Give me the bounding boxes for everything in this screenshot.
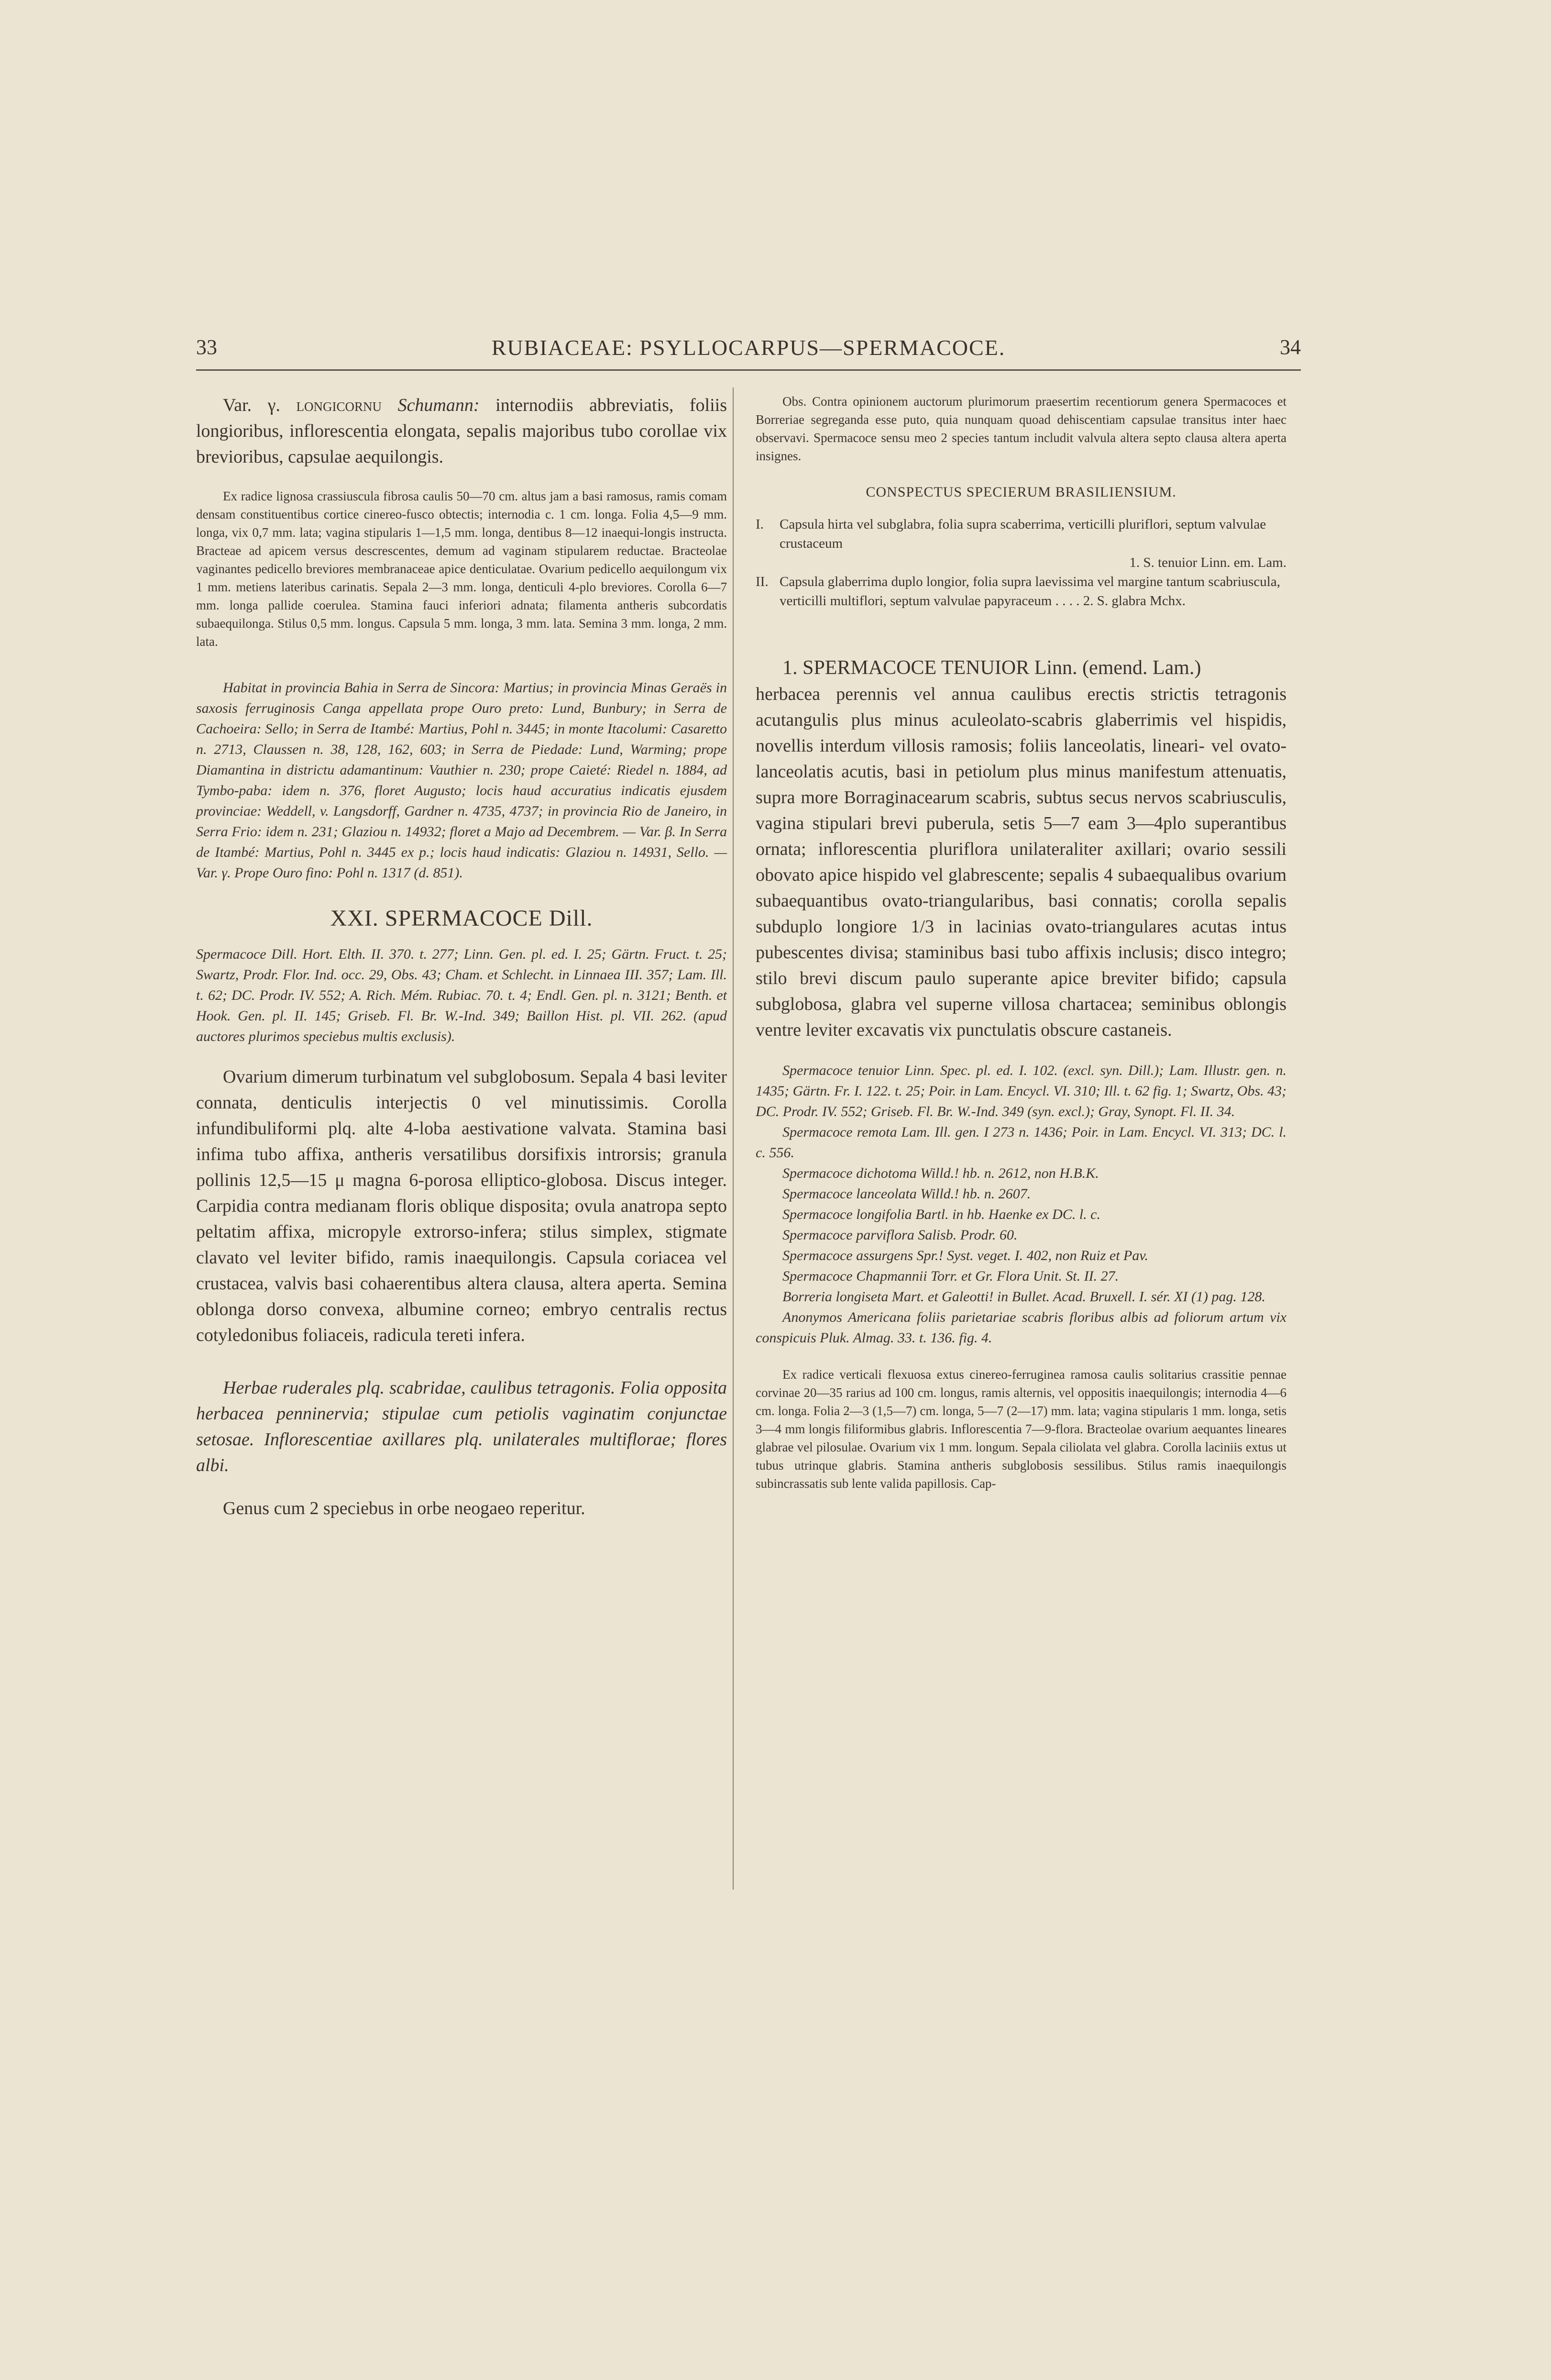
synonym-3: Spermacoce dichotoma Willd.! hb. n. 2612, non H.B.K. — [782, 1165, 1099, 1181]
synonym-1: Spermacoce tenuior Linn. Spec. pl. ed. I. 102. (excl. syn. Dill.); Lam. Illustr. gen. n. 1435; Gärtn. Fr. I. 122. t. 25; Poir. in Lam. Encycl. VI. 310; Ill. t. 62 fig. 1; Swartz, Obs. 43; DC. Prodr. IV. 552; Griseb. Fl. Br. W.-Ind. 349 (syn. excl.); Gray, Synopt. Fl. II. 34. — [756, 1063, 1287, 1119]
page-number-left: 33 — [196, 335, 217, 359]
genus-synonymy: Spermacoce Dill. Hort. Elth. II. 370. t. 277; Linn. Gen. pl. ed. I. 25; Gärtn. Fruct. t. 25; Swartz, Prodr. Flor. Ind. occ. 29, Obs. 43; Cham. et Schlecht. in Linnaea III. 357; Lam. Ill. t. 62; DC. Prodr. IV. 552; A. Rich. Mém. Rubiac. 70. t. 4; Endl. Gen. pl. n. 3121; Benth. et Hook. Gen. pl. II. 145; Griseb. Fl. Br. W.-Ind. 349; Baillon Hist. pl. VII. 262. (apud auctores plurimos speciebus multis exclusis). — [196, 946, 727, 1044]
header-rule — [196, 369, 1301, 371]
synonym-2: Spermacoce remota Lam. Ill. gen. I 273 n. 1436; Poir. in Lam. Encycl. VI. 313; DC. l. c. 556. — [756, 1124, 1287, 1161]
synonym-7: Spermacoce assurgens Spr.! Syst. veget. I. 402, non Ruiz et Pav. — [782, 1248, 1148, 1263]
species-title: 1. SPERMACOCE TENUIOR Linn. (emend. Lam.) — [782, 657, 1201, 679]
right-column — [756, 392, 1287, 1493]
page-header — [196, 335, 1301, 368]
column-divider — [733, 387, 734, 1890]
synonym-9: Borreria longiseta Mart. et Galeotti! in Bullet. Acad. Bruxell. I. sér. XI (1) pag. 128. — [782, 1289, 1265, 1305]
species-detail-description: Ex radice verticali flexuosa extus cinereo-ferruginea ramosa caulis solitarius crassitie pennae corvinae 20—35 rarius ad 100 cm. longus, ramis alternis, vel oppositis inaequilongis; internodia 4—6 cm. longa. Folia 2—3 (1,5—7) cm. longa, 5—7 (2—17) mm. lata; vagina stipularis 1 mm. longa, setis 3—4 mm longis filiformibus glabris. Inflorescentia 7—9-flora. Bracteolae ovarium aequantes lineares glabrae vel pilosulae. Ovarium vix 1 mm. longum. Sepala ciliolata vel glabra. Corolla laciniis extus ut tubus utrinque glabris. Stamina antheris subglobosis sessilibus. Stilus ramis inaequilongis subincrassatis sub lente valida papillosis. Cap- — [756, 1367, 1287, 1491]
synonym-5: Spermacoce longifolia Bartl. in hb. Haenke ex DC. l. c. — [782, 1207, 1100, 1222]
synonym-10: Anonymos Americana foliis parietariae scabris floribus albis ad foliorum artum vix conspicuis Pluk. Almag. 33. t. 136. fig. 4. — [756, 1309, 1287, 1346]
left-column — [196, 392, 727, 1521]
variety-description: Ex radice lignosa crassiuscula fibrosa caulis 50—70 cm. altus jam a basi ramosus, ramis comam densam constituentibus cortice cinereo-fusco obtectis; internodia c. 1 cm. longa. Folia 4,5—9 mm. longa, vix 0,7 mm. lata; vagina stipularis 1—1,5 mm. longa, dentibus 8—12 inaequi-longis instructa. Bracteae ad apicem versus descrescentes, demum ad vaginam stipularem reductae. Bracteolae vaginantes pedicello breviores membranaceae apice denticulatae. Ovarium pedicello aequilongum vix 1 mm. metiens lateribus carinatis. Sepala 2—3 mm. longa, denticuli 4-plo breviores. Corolla 6—7 mm. longa pallide coerulea. Stamina fauci inferiori adnata; filamenta antheris subcordatis subaequilonga. Stilus 0,5 mm. longus. Capsula 5 mm. longa, 3 mm. lata. Semina 3 mm. longa, 2 mm. lata. — [196, 489, 727, 649]
genus-distribution: Genus cum 2 speciebus in orbe neogaeo reperitur. — [223, 1498, 585, 1518]
genus-description: Ovarium dimerum turbinatum vel subglobosum. Sepala 4 basi leviter connata, denticulis interjectis 0 vel minutissimis. Corolla infundibuliformi plq. alte 4-loba aestivatione valvata. Stamina basi infima tubo affixa, antheris versatilibus dorsifixis introrsis; granula pollinis 12,5—15 μ magna 6-porosa elliptico-globosa. Discus integer. Carpidia contra medianam floris oblique disposita; ovula anatropa septo peltatim affixa, micropyle extrorso-infera; stilus simplex, stigmate clavato vel leviter bifido, ramis inaequilongis. Capsula coriacea vel crustacea, valvis basi cohaerentibus altera clausa, altera aperta. Semina oblonga dorso convexa, albumine corneo; embryo centralis rectus cotyledonibus foliaceis, radicula tereti infera. — [196, 1067, 727, 1345]
running-title: RUBIACEAE: PSYLLOCARPUS—SPERMACOCE. — [491, 335, 1006, 360]
genus-title: XXI. SPERMACOCE Dill. — [330, 906, 593, 931]
herbae-paragraph: Herbae ruderales plq. scabridae, caulibus tetragonis. Folia opposita herbacea penninervia; stipulae cum petiolis vaginatim conjunctae setosae. Inflorescentiae axillares plq. unilaterales multiflorae; flores albi. — [196, 1378, 727, 1475]
variety-gamma: Var. γ. longicornu Schumann: internodiis abbreviatis, foliis longioribus, inflorescentia elongata, sepalis majoribus tubo corollae vix brevioribus, capsulae aequilongis. — [196, 395, 727, 467]
synonym-4: Spermacoce lanceolata Willd.! hb. n. 2607. — [782, 1186, 1031, 1202]
synonym-6: Spermacoce parviflora Salisb. Prodr. 60. — [782, 1227, 1018, 1243]
species-description: herbacea perennis vel annua caulibus erectis strictis tetragonis acutangulis plus minus aculeolato-scabris glaberrimis vel hispidis, novellis interdum villosis ramosis; foliis lanceolatis, lineari- vel ovato-lanceolatis acutis, basi in petiolum plus minus manifestum attenuatis, supra more Borraginacearum scabris, subtus secus nervos scabriusculis, vagina stipulari brevi puberula, setis 5—7 eam 3—4plo superantibus ornata; inflorescentia pluriflora unilateraliter axillari; ovario sessili obovato apice hispido vel glabrescente; sepalis 4 subaequalibus ovarium subaequantibus ovato-triangularibus, basi connatis; corolla sepalis subduplo longiore 1/3 in lacinias ovato-triangulares acutas intus pubescentes divisa; staminibus basi tubo affixis inclusis; disco integro; stilo brevi discum paulo superante apice breviter bifido; capsula subglobosa, glabra vel superne villosa chartacea; seminibus oblongis ventre leviter excavatis vix punctulatis obscure castaneis. — [756, 684, 1287, 1040]
habitat-paragraph: Habitat in provincia Bahia in Serra de Sincora: Martius; in provincia Minas Geraës in saxosis ferruginosis Canga appellata prope Ouro preto: Lund, Bunbury; in Serra de Cachoeira: Sello; in Serra de Itambé: Martius, Pohl n. 3445; in monte Itacolumi: Casaretto n. 2713, Claussen n. 38, 128, 162, 603; in Serra de Piedade: Lund, Warming; prope Diamantina in districtu adamantinum: Vauthier n. 230; prope Caieté: Riedel n. 1884, ad Tymbo-paba: idem n. 376, floret Augusto; locis haud accuratius indicatis ejusdem provinciae: Weddell, v. Langsdorff, Gardner n. 4735, 4737; in provincia Rio de Janeiro, in Serra Frio: idem n. 231; Glaziou n. 14932; floret a Majo ad Decembrem. — Var. β. In Serra de Itambé: Martius, Pohl n. 3445 ex p.; locis haud indicatis: Glaziou n. 14931, Sello. — Var. γ. Prope Ouro fino: Pohl n. 1317 (d. 851). — [196, 680, 727, 881]
synonym-8: Spermacoce Chapmannii Torr. et Gr. Flora Unit. St. II. 27. — [782, 1268, 1119, 1284]
key-item-2: II. Capsula glaberrima duplo longior, folia supra laevissima vel margine tantum scabriuscula, verticilli multiflori, septum valvulae papyraceum . . . . 2. S. glabra Mchx. — [756, 574, 1280, 609]
conspectus-title: CONSPECTUS SPECIERUM BRASILIENSIUM. — [866, 484, 1177, 500]
key-item-1: I. Capsula hirta vel subglabra, folia supra scaberrima, verticilli pluriflori, septum valvulae crustaceum — [756, 517, 1266, 551]
observation-paragraph: Obs. Contra opinionem auctorum plurimorum praesertim recentiorum genera Spermacoces et Borreriae segreganda esse puto, quia nunquam quoad dehiscentiam capsulae transitus inter haec observavi. Spermacoce sensu meo 2 species tantum includit valvula altera septo clausa altera aperta insignes. — [756, 394, 1287, 463]
key-item-1-result: 1. S. tenuior Linn. em. Lam. — [1129, 555, 1287, 570]
page-number-right: 34 — [1280, 335, 1301, 359]
